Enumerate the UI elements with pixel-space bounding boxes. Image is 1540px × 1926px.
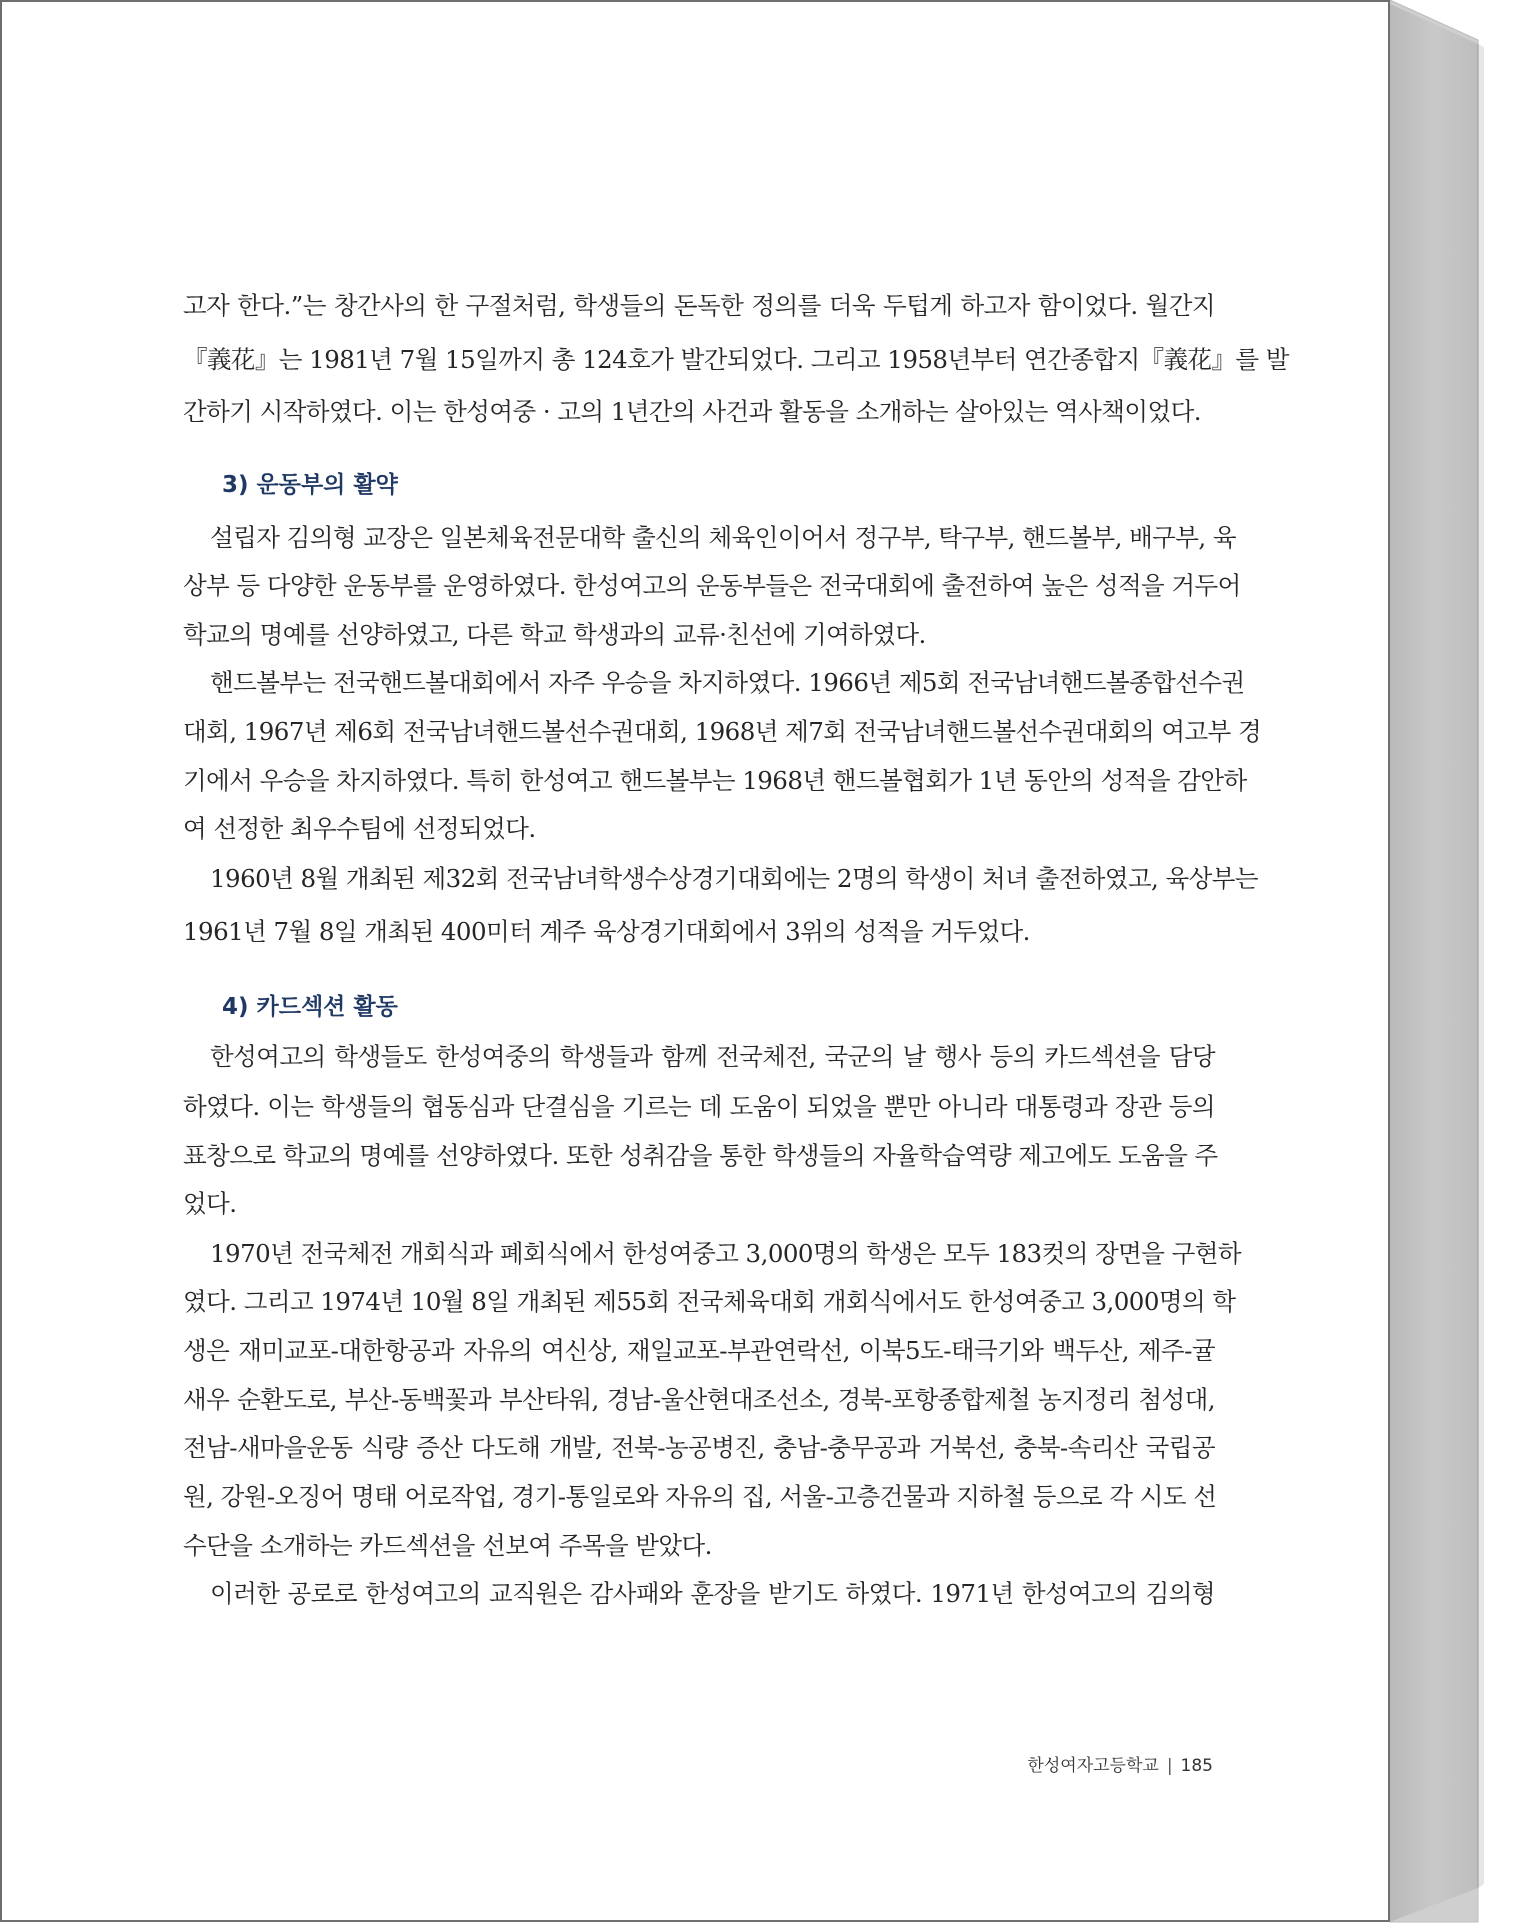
section-3-p3-line-2: 1961년 7월 8일 개최된 400미터 계주 육상경기대회에서 3위의 성적을 거두었다. xyxy=(183,917,1030,946)
section-4-p1-line-1: 한성여고의 학생들도 한성여중의 학생들과 함께 전국체전, 국군의 날 행사 등의 카드섹션을 담당 xyxy=(210,1042,1215,1071)
section-4-p1-line-4: 었다. xyxy=(183,1189,237,1218)
section-3-p2-line-4: 여 선정한 최우수팀에 선정되었다. xyxy=(183,814,536,843)
page-footer xyxy=(1027,1755,1213,1777)
section-4-p2-line-2: 였다. 그리고 1974년 10월 8일 개최된 제55회 전국체육대회 개회식에서도 한성여중고 3,000명의 학 xyxy=(183,1287,1236,1316)
section-4-heading: 4) 카드섹션 활동 xyxy=(222,994,398,1020)
section-3-p2-line-3: 기에서 우승을 차지하였다. 특히 한성여고 핸드볼부는 1968년 핸드볼협회가 1년 동안의 성적을 감안하 xyxy=(183,766,1247,795)
section-4-p2-line-4: 새우 순환도로, 부산-동백꽃과 부산타워, 경남-울산현대조선소, 경북-포항종합제철 농지정리 첨성대, xyxy=(183,1385,1215,1414)
section-4-p3-line-1: 이러한 공로로 한성여고의 교직원은 감사패와 훈장을 받기도 하였다. 1971년 한성여고의 김의형 xyxy=(210,1579,1215,1608)
continuation-line-2: 『義花』는 1981년 7월 15일까지 총 124호가 발간되었다. 그리고 1958년부터 연간종합지『義花』를 발 xyxy=(183,345,1289,374)
section-4-p2-line-1: 1970년 전국체전 개회식과 폐회식에서 한성여중고 3,000명의 학생은 모두 183컷의 장면을 구현하 xyxy=(210,1239,1242,1268)
book-back-cover-edge xyxy=(1478,44,1484,1888)
continuation-line-1: 고자 한다.”는 창간사의 한 구절처럼, 학생들의 돈독한 정의를 더욱 두텁게 하고자 함이었다. 월간지 xyxy=(183,291,1215,320)
footer-separator: | xyxy=(1166,1756,1173,1776)
section-4-p2-line-3: 생은 재미교포-대한항공과 자유의 여신상, 재일교포-부관연락선, 이북5도-태극기와 백두산, 제주-귤 xyxy=(183,1336,1215,1365)
book-page-edges xyxy=(1390,4,1478,1922)
section-3-p1-line-1: 설립자 김의형 교장은 일본체육전문대학 출신의 체육인이어서 정구부, 탁구부, 핸드볼부, 배구부, 육 xyxy=(210,523,1237,552)
section-3-p1-line-2: 상부 등 다양한 운동부를 운영하였다. 한성여고의 운동부들은 전국대회에 출전하여 높은 성적을 거두어 xyxy=(183,571,1241,600)
section-4-p1-line-3: 표창으로 학교의 명예를 선양하였다. 또한 성취감을 통한 학생들의 자율학습역량 제고에도 도움을 주 xyxy=(183,1141,1218,1170)
footer-page-number: 185 xyxy=(1180,1756,1213,1776)
continuation-line-3: 간하기 시작하였다. 이는 한성여중 · 고의 1년간의 사건과 활동을 소개하는 살아있는 역사책이었다. xyxy=(183,397,1201,426)
section-3-p1-line-3: 학교의 명예를 선양하였고, 다른 학교 학생과의 교류·친선에 기여하였다. xyxy=(183,620,926,649)
section-3-heading: 3) 운동부의 활약 xyxy=(222,472,398,498)
section-4-p1-line-2: 하였다. 이는 학생들의 협동심과 단결심을 기르는 데 도움이 되었을 뿐만 아니라 대통령과 장관 등의 xyxy=(183,1092,1215,1121)
section-3-p2-line-1: 핸드볼부는 전국핸드볼대회에서 자주 우승을 차지하였다. 1966년 제5회 전국남녀핸드볼종합선수권 xyxy=(210,668,1245,697)
footer-book-title: 한성여자고등학교 xyxy=(1027,1756,1159,1776)
section-3-p3-line-1: 1960년 8월 개최된 제32회 전국남녀학생수상경기대회에는 2명의 학생이 처녀 출전하였고, 육상부는 xyxy=(210,864,1259,893)
section-3-p2-line-2: 대회, 1967년 제6회 전국남녀핸드볼선수권대회, 1968년 제7회 전국남녀핸드볼선수권대회의 여고부 경 xyxy=(183,717,1262,746)
section-4-p2-line-6: 원, 강원-오징어 명태 어로작업, 경기-통일로와 자유의 집, 서울-고층건물과 지하철 등으로 각 시도 선 xyxy=(183,1482,1217,1511)
section-4-p2-line-5: 전남-새마을운동 식량 증산 다도해 개발, 전북-농공병진, 충남-충무공과 거북선, 충북-속리산 국립공 xyxy=(183,1433,1215,1462)
section-4-p2-line-7: 수단을 소개하는 카드섹션을 선보여 주목을 받았다. xyxy=(183,1531,712,1560)
